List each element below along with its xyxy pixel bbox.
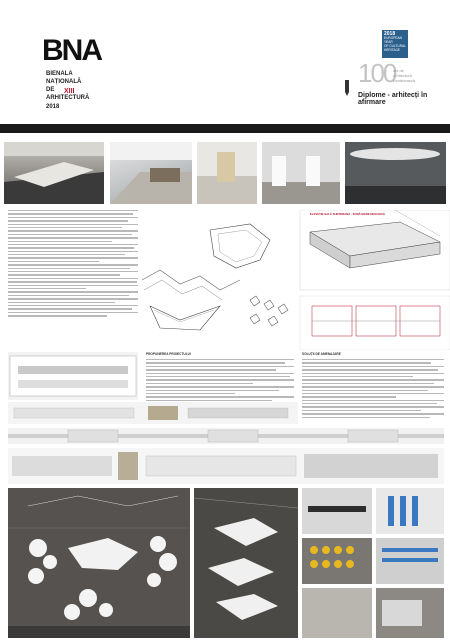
project-title-bar [0,124,450,139]
badge-line-3: HERITAGE [384,48,401,52]
badge-line-2: OF CULTURAL [384,44,406,48]
heritage-badge [382,30,408,58]
render-photo-3 [197,142,257,204]
project-prefix: Proiect de diplomă: [4,133,47,139]
pencil-icon [343,80,351,96]
section-title: Diplome - arhitecți în afirmare [358,92,428,106]
logo-year: 2018 [46,104,60,110]
logo-line-2: NAȚIONALĂ [46,79,82,85]
badge-year: 2018 [384,31,396,37]
bottom-details-right [302,488,444,638]
elevation-svg-1 [8,402,298,424]
elevation-svg-2 [8,428,444,444]
right-heading: SOLUȚII DE AMENAJARE [302,352,341,356]
render-illustration-3 [197,142,257,204]
section-drawing-1 [8,352,138,400]
elevation-strip-3 [8,448,444,484]
badge-line-1: EUROPEAN YEAR [384,36,402,44]
logo-line-3: DE [46,87,55,93]
middle-heading: PROPUNEREA PROIECTULUI [146,352,191,356]
render-illustration-4 [262,142,340,204]
elevation-svg-3 [8,448,444,484]
intro-text-block [8,210,138,319]
elevation-strip-1 [8,402,298,424]
logo-line-4: ARHITECTURĂ [46,95,90,101]
logo-line-1: BIENALA [46,71,73,77]
bottom-details-svg [302,488,444,638]
edition-label: XIII [64,88,75,95]
section-drawing-svg-1 [8,352,138,400]
bottom-plan-left-svg [8,488,190,638]
render-photo-1 [4,142,104,204]
middle-text-block [146,352,294,406]
elevation-strip-2 [8,428,444,444]
bottom-plan-middle-svg [194,488,298,638]
right-text-block [302,352,444,420]
bottom-plan-left [8,488,190,638]
render-illustration-5 [345,142,446,204]
bna-logo: BNA [42,34,101,67]
author-name: COSMIN CEHAN [229,133,269,139]
plan-diagrams [140,210,450,350]
centenary-subtitle: ani de arhitectură românească [393,68,416,83]
centenary-number: 100 [358,58,396,88]
render-illustration-2 [110,142,192,204]
logo-subtitle [46,70,89,102]
author-label: Autor: Stud. [194,133,222,139]
project-name: REAMENAJAREA STAȚIEI DE METROU UNIVERSITATE [55,133,187,139]
render-illustration-1 [4,142,104,204]
plan-label: ELEVAȚIE SALĂ SUBTERANĂ - ZONĂ MARE DESCHISĂ [310,212,385,216]
bottom-plan-middle [194,488,298,638]
render-photo-2 [110,142,192,204]
render-photo-5 [345,142,446,204]
render-photo-4 [262,142,340,204]
